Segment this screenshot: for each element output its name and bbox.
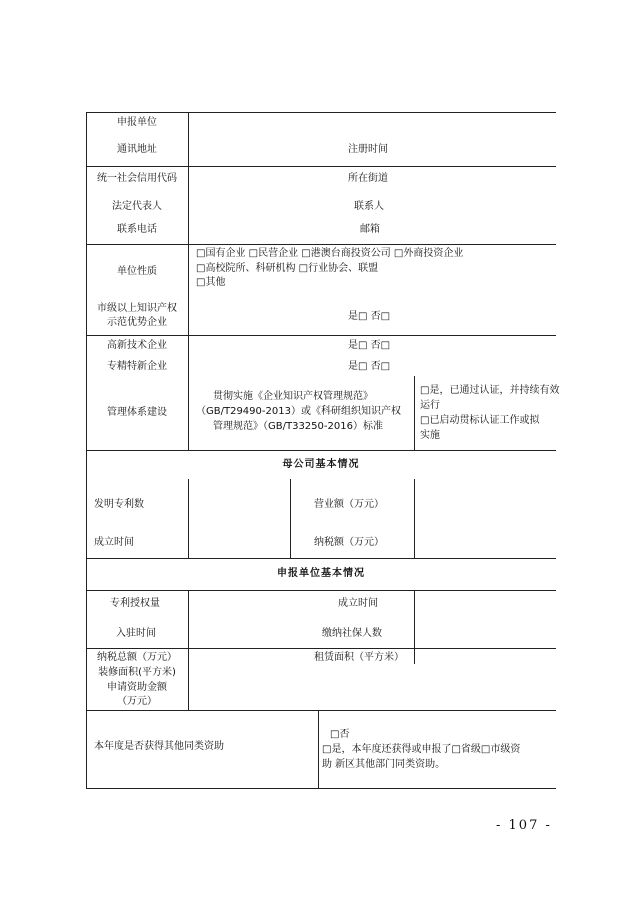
registration-date-label: 注册时间 — [348, 144, 388, 155]
unit-nature-options[interactable]: □其他 — [196, 277, 226, 288]
page-number: - 107 - — [496, 818, 552, 833]
table-rule — [188, 590, 189, 710]
specialized-choice[interactable]: 是□ 否□ — [348, 361, 391, 372]
table-rule — [290, 479, 291, 558]
founded-label: 成立时间 — [338, 598, 378, 609]
mgmt-standard-text: （GB/T29490-2013）或《科研组织知识产权 — [196, 406, 401, 417]
parent-revenue-label: 营业额（万元） — [314, 499, 384, 510]
table-rule — [414, 376, 415, 450]
hitech-choice[interactable]: 是□ 否□ — [348, 340, 391, 351]
mgmt-standard-text: 贯彻实施《企业知识产权管理规范》 — [213, 391, 373, 402]
table-rule — [188, 112, 189, 450]
other-funding-option[interactable]: □否 — [330, 729, 350, 740]
table-rule — [86, 244, 556, 245]
mgmt-standard-text: 管理规范》（GB/T33250-2016）标准 — [213, 421, 383, 432]
legal-rep-label: 法定代表人 — [112, 201, 162, 212]
table-rule — [86, 450, 556, 451]
parent-founded-label: 成立时间 — [94, 537, 134, 548]
address-label: 通讯地址 — [117, 144, 157, 155]
funding-amount-label: （万元） — [117, 696, 157, 707]
ip-demo-choice[interactable]: 是□ 否□ — [348, 311, 391, 322]
funding-amount-label: 申请资助金额 — [107, 682, 167, 693]
ip-demo-label: 市级以上知识产权 — [97, 303, 177, 314]
street-label: 所在街道 — [348, 173, 388, 184]
table-rule — [86, 710, 556, 711]
parent-section-heading: 母公司基本情况 — [282, 459, 360, 470]
contact-label: 联系人 — [354, 201, 384, 212]
other-funding-label: 本年度是否获得其他同类资助 — [94, 741, 224, 752]
table-rule — [86, 558, 556, 559]
mgmt-option[interactable]: □已启动贯标认证工作或拟 — [420, 415, 540, 426]
table-rule — [318, 710, 319, 789]
mgmt-label: 管理体系建设 — [107, 407, 167, 418]
email-label: 邮箱 — [360, 224, 380, 235]
unit-nature-options[interactable]: □高校院所、科研机构 □行业协会、联盟 — [196, 263, 379, 274]
other-funding-option: 助 新区其他部门同类资助。 — [322, 759, 446, 770]
table-rule — [86, 788, 556, 789]
applicant-section-heading: 申报单位基本情况 — [277, 568, 365, 579]
table-rule — [86, 335, 556, 336]
total-tax-label: 纳税总额（万元） — [97, 652, 177, 663]
table-rule — [86, 112, 556, 113]
rent-area-label: 租赁面积（平方米） — [314, 652, 404, 663]
mgmt-option[interactable]: □是，已通过认证，并持续有效 — [420, 385, 560, 396]
table-rule — [414, 479, 415, 558]
other-funding-option[interactable]: □是，本年度还获得或申报了□省级□市级资 — [322, 744, 521, 755]
patent-grants-label: 专利授权量 — [110, 598, 160, 609]
table-rule — [188, 479, 189, 558]
entry-date-label: 入驻时间 — [116, 628, 156, 639]
decoration-area-label: 装修面积(平方米) — [98, 667, 176, 678]
table-rule — [86, 648, 556, 649]
unit-nature-options[interactable]: □国有企业 □民营企业 □港澳台商投资公司 □外商投资企业 — [196, 248, 464, 259]
ip-demo-label: 示范优势企业 — [107, 317, 167, 328]
unit-nature-label: 单位性质 — [117, 266, 157, 277]
social-insurance-label: 缴纳社保人数 — [322, 628, 382, 639]
hitech-label: 高新技术企业 — [107, 340, 167, 351]
mgmt-option: 运行 — [420, 400, 440, 411]
table-rule — [414, 590, 415, 664]
credit-code-label: 统一社会信用代码 — [97, 173, 177, 184]
applicant-label: 申报单位 — [117, 117, 157, 128]
table-rule — [86, 590, 556, 591]
mgmt-option: 实施 — [420, 430, 440, 441]
table-rule — [86, 166, 556, 167]
parent-patents-label: 发明专利数 — [94, 499, 144, 510]
phone-label: 联系电话 — [117, 224, 157, 235]
parent-tax-label: 纳税额（万元） — [314, 537, 384, 548]
specialized-label: 专精特新企业 — [107, 361, 167, 372]
